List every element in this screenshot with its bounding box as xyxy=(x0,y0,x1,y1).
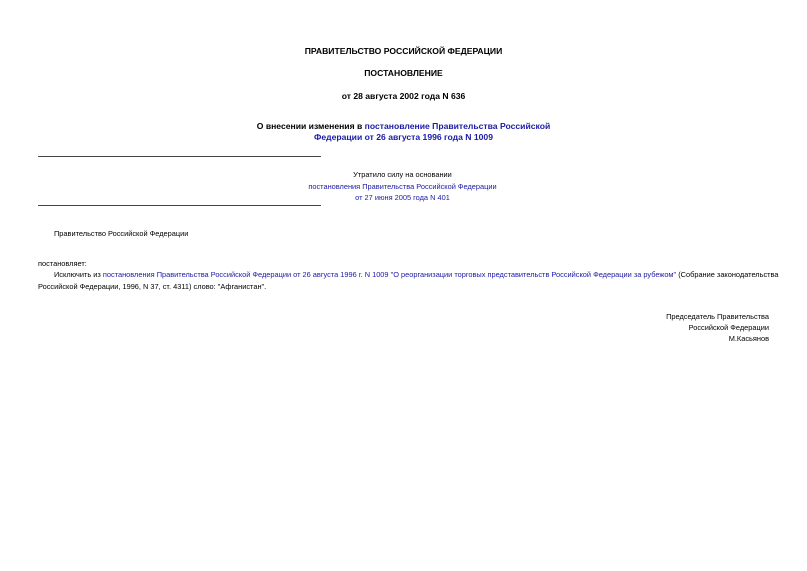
signature-block xyxy=(666,311,769,344)
body-intro: Правительство Российской Федерации xyxy=(54,229,189,238)
repeal-decree-link-date[interactable]: от 27 июня 2005 года N 401 xyxy=(355,193,450,202)
repeal-decree-link[interactable]: постановления Правительства Российской Федерации xyxy=(308,181,497,191)
body-paragraph xyxy=(38,269,779,292)
divider-bottom xyxy=(38,205,321,206)
signatory-title-2: Российской Федерации xyxy=(688,323,769,332)
signatory-name: М.Касьянов xyxy=(728,334,769,343)
repeal-note-text: Утратило силу на основании xyxy=(353,170,452,179)
divider-top xyxy=(38,156,321,157)
title-prefix: О внесении изменения в xyxy=(256,121,365,131)
title-amended-decree-link[interactable]: постановление Правительства Российской xyxy=(364,121,551,131)
amended-decree-link[interactable]: постановления Правительства Российской Федерации от 26 августа 1996 г. N 1009 "О реорганизации торговых представительств Российской Федерации за рубежом" xyxy=(102,270,677,279)
paragraph-start: Исключить из xyxy=(54,270,103,279)
document-title xyxy=(0,121,807,143)
paragraph-end-line2: Российской Федерации, 1996, N 37, ст. 4311) слово: "Афганистан". xyxy=(38,281,267,291)
title-amended-decree-link-cont[interactable]: Федерации от 26 августа 1996 года N 1009 xyxy=(314,132,493,142)
paragraph-end: (Собрание законодательства xyxy=(676,270,779,279)
issuing-authority: ПРАВИТЕЛЬСТВО РОССИЙСКОЙ ФЕДЕРАЦИИ xyxy=(304,46,503,56)
document-date-number: от 28 августа 2002 года N 636 xyxy=(341,91,466,101)
signatory-title-1: Председатель Правительства xyxy=(666,312,769,321)
body-decrees: постановляет: xyxy=(38,259,87,268)
document-type: ПОСТАНОВЛЕНИЕ xyxy=(364,68,443,78)
repeal-note xyxy=(250,169,555,204)
